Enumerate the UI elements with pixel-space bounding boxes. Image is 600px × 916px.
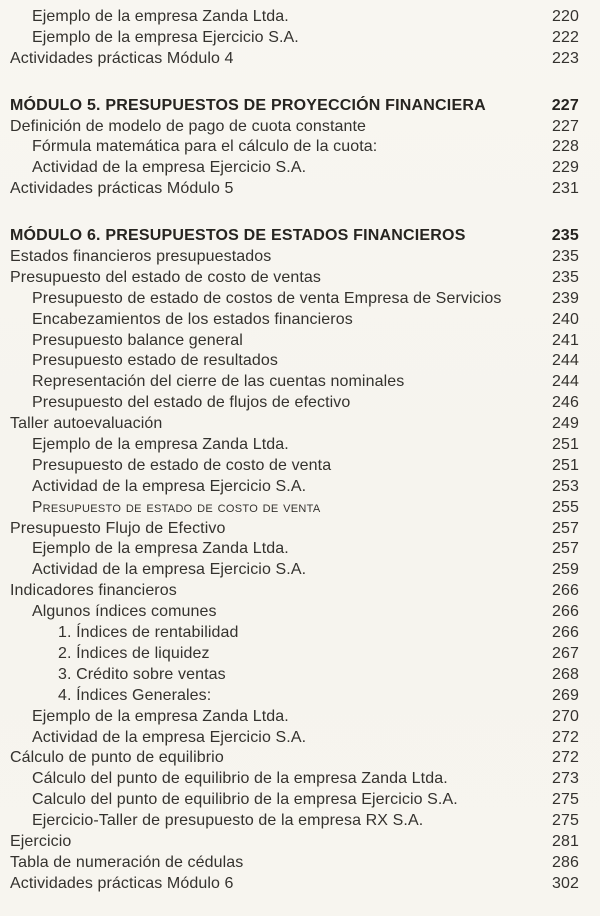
- toc-entry-label: 3. Crédito sobre ventas: [58, 665, 226, 683]
- toc-entry-page-number: 257: [552, 540, 579, 558]
- toc-entry: [10, 790, 579, 811]
- toc-entry-page-number: 235: [552, 268, 579, 286]
- toc-entry-page-number: 227: [552, 117, 579, 135]
- toc-entry-page-number: 270: [552, 707, 579, 725]
- toc-entry-label: 4. Índices Generales:: [58, 686, 212, 704]
- toc-entry: [10, 351, 579, 372]
- toc-entry-page-number: 255: [552, 498, 579, 516]
- toc-entry: [10, 665, 579, 686]
- toc-entry-page-number: 269: [552, 686, 579, 704]
- toc-entry-page-number: 240: [552, 310, 579, 328]
- toc-entry-label: Algunos índices comunes: [32, 603, 217, 621]
- toc-entry-page-number: 239: [552, 289, 579, 307]
- toc-entry: [10, 372, 579, 393]
- toc-entry: [10, 28, 579, 49]
- toc-entry: [10, 686, 579, 707]
- toc-entry-page-number: 272: [552, 749, 579, 767]
- toc-entry-page-number: 268: [552, 665, 579, 683]
- toc-entry-label: Ejercicio-Taller de presupuesto de la empresa RX S.A.: [32, 812, 424, 830]
- toc-entry-page-number: 241: [552, 331, 579, 349]
- toc-entry-label: Actividades prácticas Módulo 6: [10, 874, 234, 892]
- toc-entry-page-number: 235: [552, 248, 579, 266]
- toc-entry: [10, 137, 579, 158]
- toc-entry-page-number: 275: [552, 791, 579, 809]
- toc-entry: [10, 247, 579, 268]
- toc-entry-label: Definición de modelo de pago de cuota constante: [10, 117, 367, 135]
- toc-entry-page-number: 267: [552, 644, 579, 662]
- toc-entry-label: 1. Índices de rentabilidad: [58, 624, 239, 642]
- toc-entry: [10, 602, 579, 623]
- toc-entry-page-number: 251: [552, 436, 579, 454]
- toc-entry: [10, 393, 579, 414]
- toc-entry-label: Ejemplo de la empresa Zanda Ltda.: [32, 436, 289, 454]
- toc-entry-label: Presupuesto de estado de costos de venta Empresa de Servicios: [32, 289, 502, 307]
- toc-entry: [10, 832, 579, 853]
- toc-entry-page-number: 246: [552, 394, 579, 412]
- toc-entry-label: Actividad de la empresa Ejercicio S.A.: [32, 561, 307, 579]
- toc-entry: [10, 644, 579, 665]
- toc-entry: [10, 49, 579, 70]
- toc-entry: [10, 289, 579, 310]
- toc-entry: [10, 811, 579, 832]
- toc-entry-page-number: 231: [552, 180, 579, 198]
- toc-entry: [10, 498, 579, 519]
- toc-entry: [10, 728, 579, 749]
- toc-entry-page-number: 251: [552, 456, 579, 474]
- toc-entry-page-number: 275: [552, 812, 579, 830]
- toc-entry-label: Encabezamientos de los estados financieros: [32, 310, 353, 328]
- toc-entry-page-number: 222: [552, 28, 579, 46]
- toc-entry-label: MÓDULO 6. PRESUPUESTOS DE ESTADOS FINANCIEROS: [10, 227, 466, 245]
- toc-entry-page-number: 273: [552, 770, 579, 788]
- toc-entry-label: Representación del cierre de las cuentas nominales: [32, 373, 405, 391]
- toc-entry-page-number: 266: [552, 582, 579, 600]
- toc-entry: [10, 414, 579, 435]
- toc-entry-label: Tabla de numeración de cédulas: [10, 853, 244, 871]
- toc-entry-page-number: 249: [552, 415, 579, 433]
- toc-entry-label: Presupuesto del estado de flujos de efectivo: [32, 394, 351, 412]
- toc-entry-label: Ejemplo de la empresa Ejercicio S.A.: [32, 28, 299, 46]
- toc-entry-label: Actividades prácticas Módulo 4: [10, 49, 234, 67]
- toc-entry-page-number: 302: [552, 874, 579, 892]
- toc-entry-label: Presupuesto balance general: [32, 331, 243, 349]
- toc-entry: [10, 707, 579, 728]
- toc-entry: [10, 117, 579, 138]
- toc-entry-label: Indicadores financieros: [10, 582, 177, 600]
- toc-entry: [10, 769, 579, 790]
- toc-entry-label: MÓDULO 5. PRESUPUESTOS DE PROYECCIÓN FINANCIERA: [10, 96, 486, 114]
- toc-entry-page-number: 266: [552, 603, 579, 621]
- toc-entry-label: Taller autoevaluación: [10, 415, 163, 433]
- toc-entry-page-number: 229: [552, 159, 579, 177]
- toc-entry-page-number: 266: [552, 624, 579, 642]
- toc-entry: [10, 748, 579, 769]
- toc-entry-label: Presupuesto de estado de costo de venta: [32, 498, 321, 516]
- toc-entry: [10, 560, 579, 581]
- toc-entry-page-number: 235: [551, 227, 579, 245]
- toc-entry-label: Ejemplo de la empresa Zanda Ltda.: [32, 540, 289, 558]
- toc-entry: [10, 158, 579, 179]
- toc-entry-page-number: 220: [552, 8, 579, 25]
- toc-entry-page-number: 272: [552, 728, 579, 746]
- toc-entry: [10, 581, 579, 602]
- toc-entry-label: Actividad de la empresa Ejercicio S.A.: [32, 477, 307, 495]
- toc-entry: [10, 539, 579, 560]
- toc-entry-page-number: 281: [552, 832, 579, 850]
- toc-entry: [10, 519, 579, 540]
- toc-entry-page-number: 244: [552, 373, 579, 391]
- toc-entry-label: Presupuesto Flujo de Efectivo: [10, 519, 226, 537]
- toc-entry: [10, 477, 579, 498]
- toc-entry: [10, 268, 579, 289]
- toc-entry-label: Cálculo de punto de equilibrio: [10, 749, 224, 767]
- toc-entry-page-number: 244: [552, 352, 579, 370]
- toc-entry-label: Ejemplo de la empresa Zanda Ltda.: [32, 8, 289, 25]
- toc-entry: [10, 7, 579, 28]
- toc-entry-label: Ejemplo de la empresa Zanda Ltda.: [32, 707, 289, 725]
- toc-entry-label: 2. Índices de liquidez: [58, 644, 210, 662]
- toc-entry-label: Presupuesto de estado de costo de venta: [32, 456, 332, 474]
- toc-entry-page-number: 257: [552, 519, 579, 537]
- toc-entry-label: Actividad de la empresa Ejercicio S.A.: [32, 159, 307, 177]
- toc-entry-label: Fórmula matemática para el cálculo de la cuota:: [32, 138, 378, 156]
- toc-entry-page-number: 253: [552, 477, 579, 495]
- toc-entry: [10, 874, 579, 895]
- toc-entry-page-number: 286: [552, 853, 579, 871]
- toc-entry: [10, 853, 579, 874]
- toc-entry-label: Cálculo del punto de equilibrio de la empresa Zanda Ltda.: [32, 770, 448, 788]
- toc-entry-page-number: 223: [552, 49, 579, 67]
- toc-entry: [10, 456, 579, 477]
- toc-entry: [10, 226, 579, 247]
- toc-entry-label: Ejercicio: [10, 832, 72, 850]
- toc-entry-page-number: 228: [552, 138, 579, 156]
- toc-entry-label: Actividad de la empresa Ejercicio S.A.: [32, 728, 307, 746]
- toc-entry: [10, 435, 579, 456]
- toc-entry-label: Presupuesto estado de resultados: [32, 352, 279, 370]
- toc-entry-label: Estados financieros presupuestados: [10, 248, 272, 266]
- toc-entry-label: Calculo del punto de equilibrio de la empresa Ejercicio S.A.: [32, 791, 458, 809]
- toc-entry: [10, 179, 579, 200]
- toc-entry: [10, 623, 579, 644]
- toc-entry-page-number: 259: [552, 561, 579, 579]
- toc-entry-label: Presupuesto del estado de costo de ventas: [10, 268, 321, 286]
- toc-entry: [10, 331, 579, 352]
- toc-entry: [10, 310, 579, 331]
- toc-entry-label: Actividades prácticas Módulo 5: [10, 180, 234, 198]
- toc-list: [10, 7, 579, 895]
- toc-entry-page-number: 227: [551, 96, 579, 114]
- toc-entry: [10, 96, 579, 117]
